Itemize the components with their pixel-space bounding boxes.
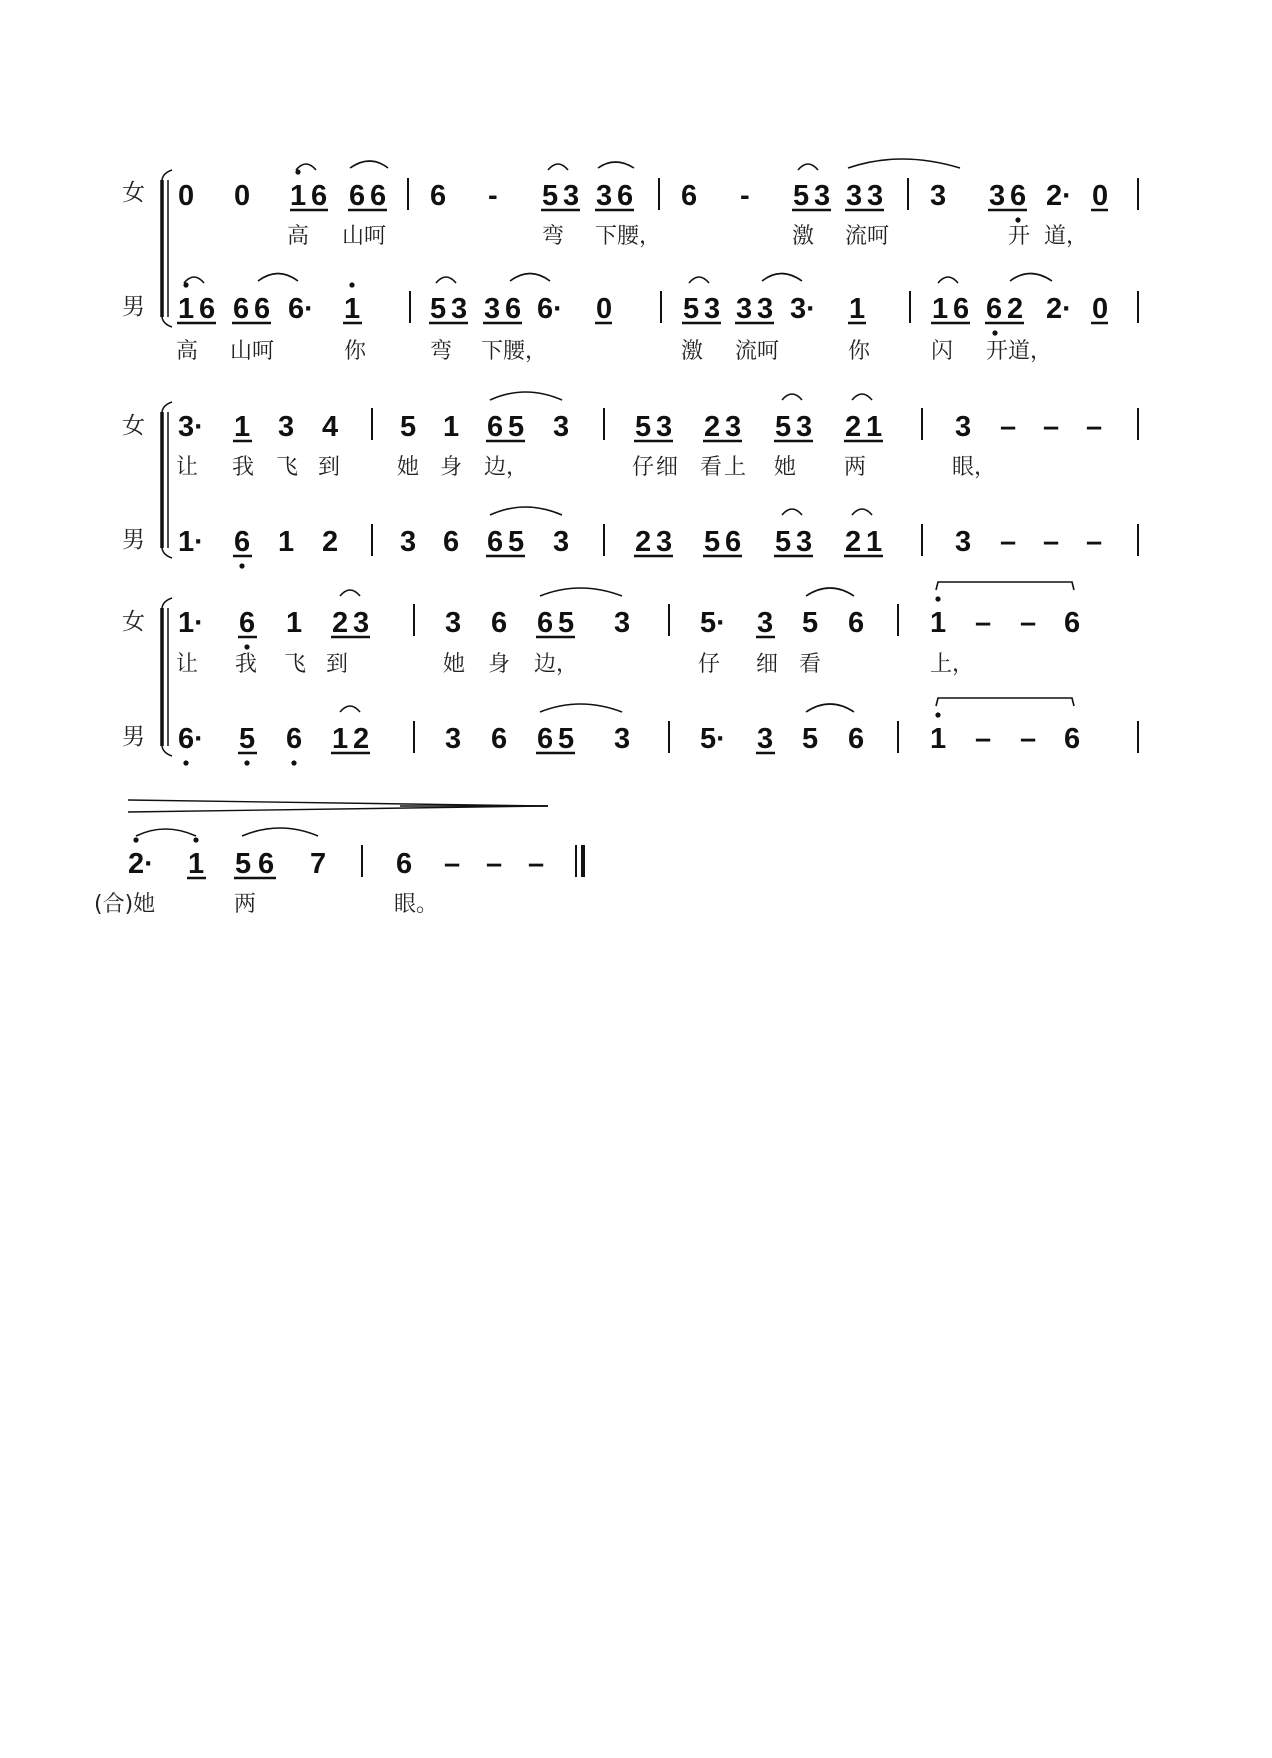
note: 5 — [775, 411, 792, 443]
note: 6 — [725, 526, 742, 558]
note: – — [975, 607, 992, 639]
note: 3 — [400, 526, 417, 558]
note: 3 — [484, 293, 501, 325]
note: – — [1086, 411, 1103, 443]
note: – — [975, 723, 992, 755]
lyric: 高 — [176, 339, 199, 364]
note: – — [1020, 607, 1037, 639]
note: 3· — [790, 293, 816, 325]
lyric: 弯 — [542, 224, 565, 249]
lyric: 仔 — [632, 455, 655, 480]
lyric: 下腰， — [481, 339, 548, 364]
unison-staff — [128, 828, 583, 880]
note: – — [1043, 411, 1060, 443]
female-staff — [178, 582, 1080, 650]
lyric: 我 — [232, 455, 255, 480]
note: 3 — [451, 293, 468, 325]
note: 5 — [704, 526, 721, 558]
male-staff — [177, 274, 1138, 336]
note: 3 — [563, 180, 580, 212]
decrescendo-hairpin — [128, 800, 548, 812]
note: 6 — [491, 723, 508, 755]
note: 0 — [1092, 180, 1109, 212]
note: 5 — [558, 607, 575, 639]
note: 6 — [986, 293, 1003, 325]
note: 5 — [802, 607, 819, 639]
note: 3 — [353, 607, 370, 639]
note: 6 — [286, 723, 303, 755]
lyric: 道， — [1044, 224, 1089, 249]
lyric: 到 — [326, 652, 349, 677]
note: – — [1000, 411, 1017, 443]
note: 5 — [542, 180, 559, 212]
note: 1 — [866, 526, 883, 558]
lyric: 边， — [534, 652, 579, 677]
note: 3 — [757, 607, 774, 639]
lyric: 两 — [234, 892, 257, 917]
note: - — [488, 180, 498, 212]
note: 0 — [1092, 293, 1109, 325]
note: 3 — [757, 293, 774, 325]
note: 3 — [445, 607, 462, 639]
note: 3 — [704, 293, 721, 325]
lyric: 细 — [656, 455, 679, 480]
note: 5 — [508, 411, 525, 443]
lyric: 流呵 — [845, 224, 890, 249]
lyric: 眼， — [952, 455, 997, 480]
note: 3 — [846, 180, 863, 212]
note: 6 — [848, 723, 865, 755]
note: – — [1000, 526, 1017, 558]
lyric: 到 — [318, 455, 341, 480]
note: 6 — [487, 411, 504, 443]
note: 5 — [683, 293, 700, 325]
note: 6 — [848, 607, 865, 639]
note: 3 — [656, 411, 673, 443]
note: 3 — [596, 180, 613, 212]
note: 3 — [656, 526, 673, 558]
lyric: 弯 — [430, 339, 453, 364]
note: 2 — [332, 607, 349, 639]
note: 2 — [322, 526, 339, 558]
female-lyrics — [287, 224, 1088, 249]
note: 0 — [234, 180, 251, 212]
note: 2· — [1046, 293, 1072, 325]
note: 6 — [396, 848, 413, 880]
note: – — [528, 848, 545, 880]
system-3 — [122, 582, 1138, 766]
note: 3 — [814, 180, 831, 212]
note: 2· — [128, 848, 154, 880]
note: - — [740, 180, 750, 212]
lyric: 两 — [844, 455, 867, 480]
lyric: 看 — [700, 455, 723, 480]
lyric: 仔 — [698, 652, 721, 677]
lyric: 下腰， — [595, 224, 662, 249]
note: 2 — [1007, 293, 1024, 325]
note: 0 — [596, 293, 613, 325]
male-staff — [178, 507, 1138, 569]
note: 3 — [867, 180, 884, 212]
note: 5· — [700, 607, 726, 639]
note: 1 — [930, 607, 947, 639]
note: 6 — [1010, 180, 1027, 212]
note: 5 — [802, 723, 819, 755]
note: 3 — [955, 411, 972, 443]
system-2 — [122, 392, 1138, 569]
female-lyrics — [176, 455, 996, 480]
note: 1· — [178, 526, 204, 558]
note: – — [1020, 723, 1037, 755]
lyric: 边， — [484, 455, 529, 480]
note: 6 — [681, 180, 698, 212]
male-lyrics — [176, 339, 1052, 364]
note: 3 — [757, 723, 774, 755]
system-1 — [122, 159, 1138, 364]
note: 3 — [614, 607, 631, 639]
lyric: 身 — [488, 652, 511, 677]
system-4 — [94, 800, 583, 917]
note: 3 — [955, 526, 972, 558]
voice-label-male: 男 — [122, 294, 145, 320]
lyric: 高 — [287, 224, 310, 249]
male-staff — [178, 698, 1138, 766]
female-staff — [178, 392, 1138, 443]
note: – — [1043, 526, 1060, 558]
lyric: 我 — [235, 652, 258, 677]
note: 6 — [953, 293, 970, 325]
note: 1 — [443, 411, 460, 443]
note: 2 — [845, 526, 862, 558]
note: 1 — [234, 411, 251, 443]
note: 7 — [310, 848, 327, 880]
note: 1 — [188, 848, 205, 880]
lyric: 她 — [774, 455, 797, 480]
note: 3 — [278, 411, 295, 443]
note: 6 — [1064, 723, 1081, 755]
voice-label-female: 女 — [122, 180, 145, 206]
note: 6 — [537, 607, 554, 639]
note: 5 — [793, 180, 810, 212]
note: 1 — [849, 293, 866, 325]
lyric: 细 — [756, 652, 779, 677]
note: 5 — [558, 723, 575, 755]
note: 6 — [254, 293, 271, 325]
note: 6 — [430, 180, 447, 212]
note: – — [486, 848, 503, 880]
note: 5 — [235, 848, 252, 880]
voice-label-female: 女 — [122, 413, 145, 439]
note: 1 — [866, 411, 883, 443]
note: 6 — [537, 723, 554, 755]
note: 6 — [617, 180, 634, 212]
note: 6 — [239, 607, 256, 639]
lyric: 你 — [344, 339, 367, 364]
note: 6 — [258, 848, 275, 880]
voice-label-male: 男 — [122, 527, 145, 553]
note: 6· — [288, 293, 314, 325]
note: 3 — [553, 526, 570, 558]
note: 6 — [311, 180, 328, 212]
lyric: 飞 — [276, 455, 299, 480]
note: 2 — [845, 411, 862, 443]
note: 6 — [491, 607, 508, 639]
note: 5 — [430, 293, 447, 325]
note: 0 — [178, 180, 195, 212]
lyric: 山呵 — [342, 224, 387, 249]
lyric: 飞 — [284, 652, 307, 677]
note: 6 — [199, 293, 216, 325]
note: 1 — [290, 180, 307, 212]
note: – — [444, 848, 461, 880]
lyric: 身 — [440, 455, 463, 480]
note: 2 — [635, 526, 652, 558]
voice-label-female: 女 — [122, 609, 145, 635]
lyric: 让 — [176, 455, 199, 480]
lyric: 开道， — [986, 339, 1053, 364]
note: 2 — [704, 411, 721, 443]
note: 3 — [930, 180, 947, 212]
note: 3 — [614, 723, 631, 755]
note: 2· — [1046, 180, 1072, 212]
lyric: 闪 — [931, 339, 954, 364]
lyric: 她 — [443, 652, 466, 677]
note: 6· — [537, 293, 563, 325]
note: 6 — [233, 293, 250, 325]
note: 6 — [487, 526, 504, 558]
female-staff — [178, 159, 1138, 223]
lyric: 流呵 — [735, 339, 780, 364]
note: 6· — [178, 723, 204, 755]
note: 1 — [278, 526, 295, 558]
lyric: 山呵 — [230, 339, 275, 364]
note: 1 — [932, 293, 949, 325]
note: 6 — [1064, 607, 1081, 639]
lyric: (合)她 — [94, 892, 156, 917]
note: 3 — [553, 411, 570, 443]
note: 3 — [796, 526, 813, 558]
note: 1 — [930, 723, 947, 755]
note: 6 — [443, 526, 460, 558]
note: 3· — [178, 411, 204, 443]
lyric: 上 — [724, 455, 747, 480]
note: 5 — [635, 411, 652, 443]
note: 4 — [322, 411, 339, 443]
note: 3 — [796, 411, 813, 443]
note: 3 — [445, 723, 462, 755]
lyric: 她 — [397, 455, 420, 480]
note: 1 — [286, 607, 303, 639]
lyric: 上， — [930, 652, 975, 677]
lyric: 激 — [681, 339, 704, 364]
note: 3 — [989, 180, 1006, 212]
note: 3 — [725, 411, 742, 443]
note: 5 — [400, 411, 417, 443]
lyric: 你 — [848, 339, 871, 364]
voice-label-male: 男 — [122, 724, 145, 750]
note: 3 — [736, 293, 753, 325]
note: 2 — [353, 723, 370, 755]
note: 1 — [344, 293, 361, 325]
note: 5· — [700, 723, 726, 755]
note: 6 — [234, 526, 251, 558]
note: 6 — [505, 293, 522, 325]
note: – — [1086, 526, 1103, 558]
note: 5 — [508, 526, 525, 558]
note: 6 — [370, 180, 387, 212]
note: 5 — [239, 723, 256, 755]
lyric: 眼。 — [394, 892, 439, 917]
lyric: 让 — [176, 652, 199, 677]
note: 5 — [775, 526, 792, 558]
female-lyrics — [176, 652, 974, 677]
lyric: 开 — [1008, 224, 1031, 249]
lyric: 看 — [799, 652, 822, 677]
note: 1 — [332, 723, 349, 755]
lyric: 激 — [792, 224, 815, 249]
note: 6 — [349, 180, 366, 212]
note: 1 — [178, 293, 195, 325]
note: 1· — [178, 607, 204, 639]
chorus-lyrics — [94, 892, 438, 917]
